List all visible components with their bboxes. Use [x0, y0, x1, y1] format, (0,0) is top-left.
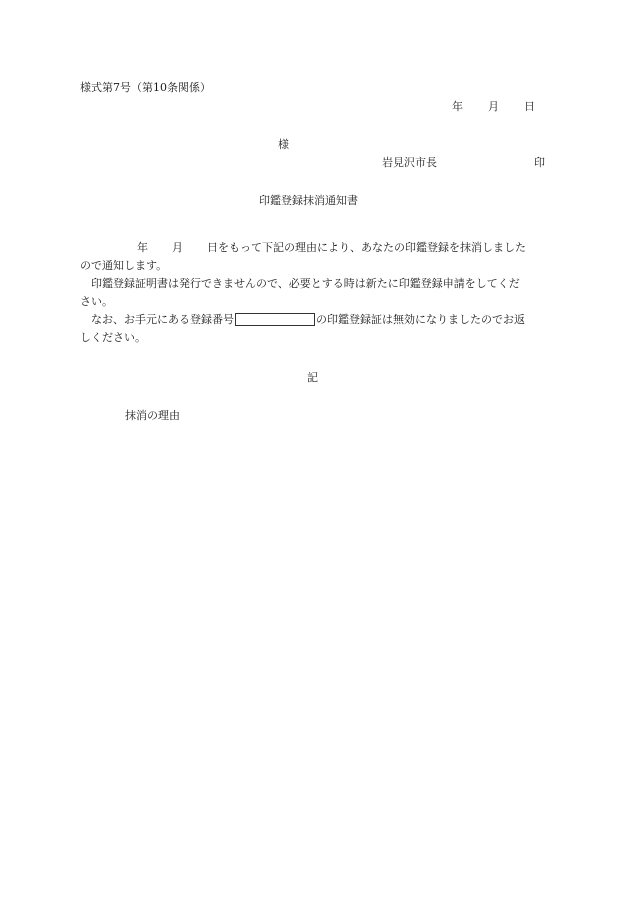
paragraph-3-line-1: [80, 311, 550, 329]
addressee-suffix: 様: [278, 138, 289, 151]
paragraph-2: [80, 275, 550, 311]
paragraph-2-line-2: さい。: [80, 295, 113, 308]
paragraph-1-text: 日をもって下記の理由により、あなたの印鑑登録を抹消しました: [207, 241, 526, 254]
reason-label: 抹消の理由: [125, 409, 180, 422]
date-month-label: 月: [488, 100, 499, 113]
paragraph-3-line-2: しください。: [80, 331, 146, 344]
body-month-label: 月: [172, 241, 183, 254]
paragraph-3: [80, 311, 550, 347]
body-year-label: 年: [137, 241, 148, 254]
form-number: 様式第7号（第10条関係）: [80, 81, 211, 94]
paragraph-1: [80, 239, 550, 275]
notification-body: [80, 239, 550, 347]
ki-heading: 記: [307, 371, 318, 384]
paragraph-1-line-1: [80, 239, 550, 257]
document-title: 印鑑登録抹消通知書: [259, 194, 358, 207]
paragraph-1-line-2: ので通知します。: [80, 259, 168, 272]
paragraph-3-text-after: の印鑑登録証は無効になりましたのでお返: [316, 313, 525, 326]
paragraph-3-text-before: なお、お手元にある登録番号: [80, 313, 234, 326]
registration-number-field[interactable]: [235, 313, 315, 326]
date-year-label: 年: [452, 100, 463, 113]
date-day-label: 日: [524, 100, 535, 113]
paragraph-2-line-1: 印鑑登録証明書は発行できませんので、必要とする時は新たに印鑑登録申請をしてくだ: [80, 277, 520, 290]
sender-name: 岩見沢市長: [382, 156, 437, 169]
date-header: [452, 99, 535, 115]
sender-seal: 印: [534, 156, 545, 169]
